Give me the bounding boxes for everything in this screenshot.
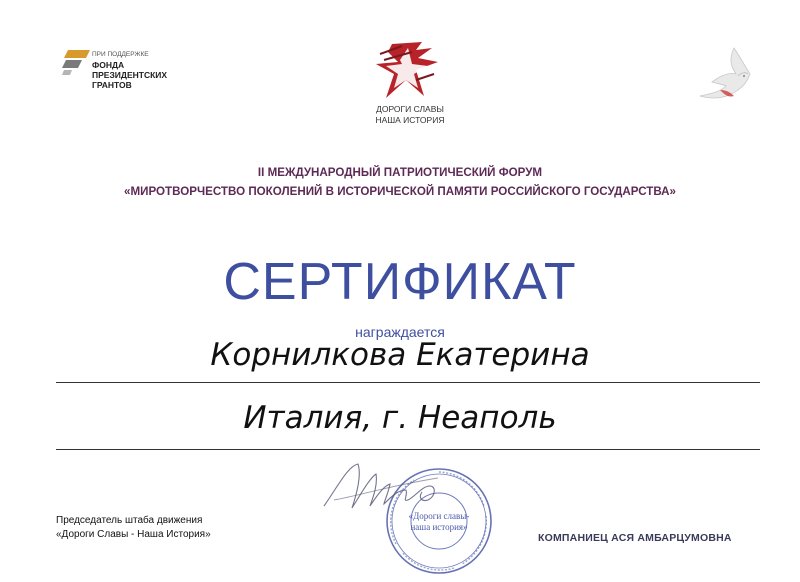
sponsor-line-4: ГРАНТОВ (92, 80, 132, 90)
recipient-name: Корнилкова Екатерина (210, 337, 590, 373)
presidential-grants-mark-icon (62, 48, 92, 76)
sponsor-line-3: ПРЕЗИДЕНТСКИХ (92, 70, 168, 80)
name-underline (56, 382, 760, 383)
signature (318, 456, 458, 526)
dove-icon (698, 46, 754, 106)
location-underline (56, 449, 760, 450)
sponsor-line-1: ПРИ ПОДДЕРЖКЕ (92, 51, 149, 58)
forum-title (0, 163, 800, 201)
star-emblem-icon (372, 40, 442, 102)
certificate-title: СЕРТИФИКАТ (223, 253, 577, 311)
forum-title-line-1: II МЕЖДУНАРОДНЫЙ ПАТРИОТИЧЕСКИЙ ФОРУМ (257, 166, 543, 179)
sponsor-line-2: ФОНДА (92, 60, 125, 70)
stamp-center-line-1: «Дороги славы- (408, 511, 470, 521)
recipient-location: Италия, г. Неаполь (243, 400, 557, 436)
forum-title-line-2: «МИРОТВОРЧЕСТВО ПОКОЛЕНИЙ В ИСТОРИЧЕСКОЙ ПАМЯТИ РОССИЙСКОГО ГОСУДАРСТВА» (124, 185, 676, 198)
chair-line-2: «Дороги Славы - Наша История» (56, 529, 211, 540)
stamp-center-line-2: наша история» (410, 522, 468, 532)
chair-line-1: Председатель штаба движения (56, 515, 203, 526)
sponsor-text (92, 50, 167, 90)
movement-logo-text (360, 104, 460, 126)
chair-title (56, 514, 211, 542)
movement-logo-line-1: ДОРОГИ СЛАВЫ (376, 104, 444, 114)
presidential-grants-logo (62, 44, 212, 104)
roads-of-glory-logo (360, 40, 460, 130)
movement-logo-line-2: НАША ИСТОРИЯ (375, 115, 445, 125)
awarded-label: награждается (355, 324, 445, 340)
signer-name: КОМПАНИЕЦ АСЯ АМБАРЦУМОВНА (538, 532, 732, 544)
